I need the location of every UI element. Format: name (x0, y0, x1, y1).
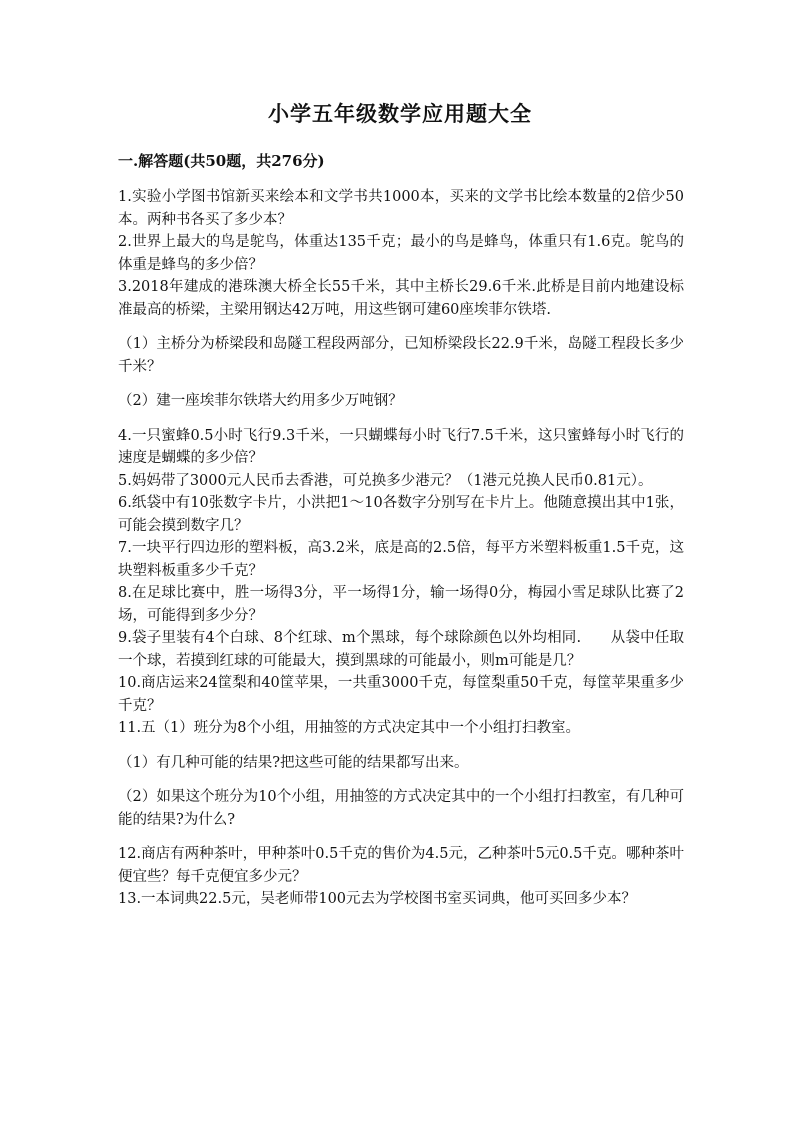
question-13: 13.一本词典22.5元，吴老师带100元去为学校图书室买词典，他可买回多少本？ (118, 891, 637, 907)
question-11-part-2: （2）如果这个班分为10个小组，用抽签的方式决定其中的一个小组打扫教室，有几种可能的结果?为什么? (118, 789, 684, 828)
question-2: 2.世界上最大的鸟是鸵鸟，体重达135千克；最小的鸟是蜂鸟，体重只有1.6克。鸵鸟的体重是蜂鸟的多少倍？ (118, 234, 684, 273)
section-heading: 一.解答题(共50题，共276分) (118, 152, 325, 170)
question-7: 7.一块平行四边形的塑料板，高3.2米，底是高的2.5倍，每平方米塑料板重1.5千克，这块塑料板重多少千克？ (118, 540, 684, 579)
question-9: 9.袋子里装有4个白球、8个红球、m个黑球，每个球除颜色以外均相同. 从袋中任取一个球，若摸到红球的可能最大，摸到黑球的可能最小，则m可能是几？ (118, 630, 684, 669)
question-3-part-2: （2）建一座埃菲尔铁塔大约用多少万吨钢？ (118, 393, 403, 409)
question-8: 8.在足球比赛中，胜一场得3分，平一场得1分，输一场得0分，梅园小雪足球队比赛了2场，可能得到多少分？ (118, 585, 684, 624)
question-list (118, 186, 684, 911)
question-3-part-1: （1）主桥分为桥梁段和岛隧工程段两部分，已知桥梁段长22.9千米，岛隧工程段长多少千米？ (118, 336, 684, 375)
question-11-part-1: （1）有几种可能的结果?把这些可能的结果都写出来。 (118, 754, 469, 771)
question-11: 11.五（1）班分为8个小组，用抽签的方式决定其中一个小组打扫教室。 (118, 720, 581, 736)
question-6: 6.纸袋中有10张数字卡片，小洪把1～10各数字分别写在卡片上。他随意摸出其中1张，可能会摸到数字几？ (118, 495, 684, 534)
question-3: 3.2018年建成的港珠澳大桥全长55千米，其中主桥长29.6千米.此桥是目前内地建设标准最高的桥梁，主梁用钢达42万吨，用这些钢可建60座埃菲尔铁塔. (118, 279, 684, 318)
question-5: 5.妈妈带了3000元人民币去香港，可兑换多少港元？（1港元兑换人民币0.81元）。 (118, 472, 653, 489)
question-4: 4.一只蜜蜂0.5小时飞行9.3千米，一只蝴蝶每小时飞行7.5千米，这只蜜蜂每小时飞行的速度是蝴蝶的多少倍？ (118, 427, 684, 466)
question-1: 1.实验小学图书馆新买来绘本和文学书共1000本，买来的文学书比绘本数量的2倍少50本。两种书各买了多少本？ (118, 189, 684, 228)
question-12: 12.商店有两种茶叶，甲种茶叶0.5千克的售价为4.5元，乙种茶叶5元0.5千克。哪种茶叶便宜些？每千克便宜多少元？ (118, 846, 684, 885)
document-title: 小学五年级数学应用题大全 (268, 101, 532, 126)
question-10: 10.商店运来24筐梨和40筐苹果，一共重3000千克，每筐梨重50千克，每筐苹果重多少千克？ (118, 675, 684, 714)
